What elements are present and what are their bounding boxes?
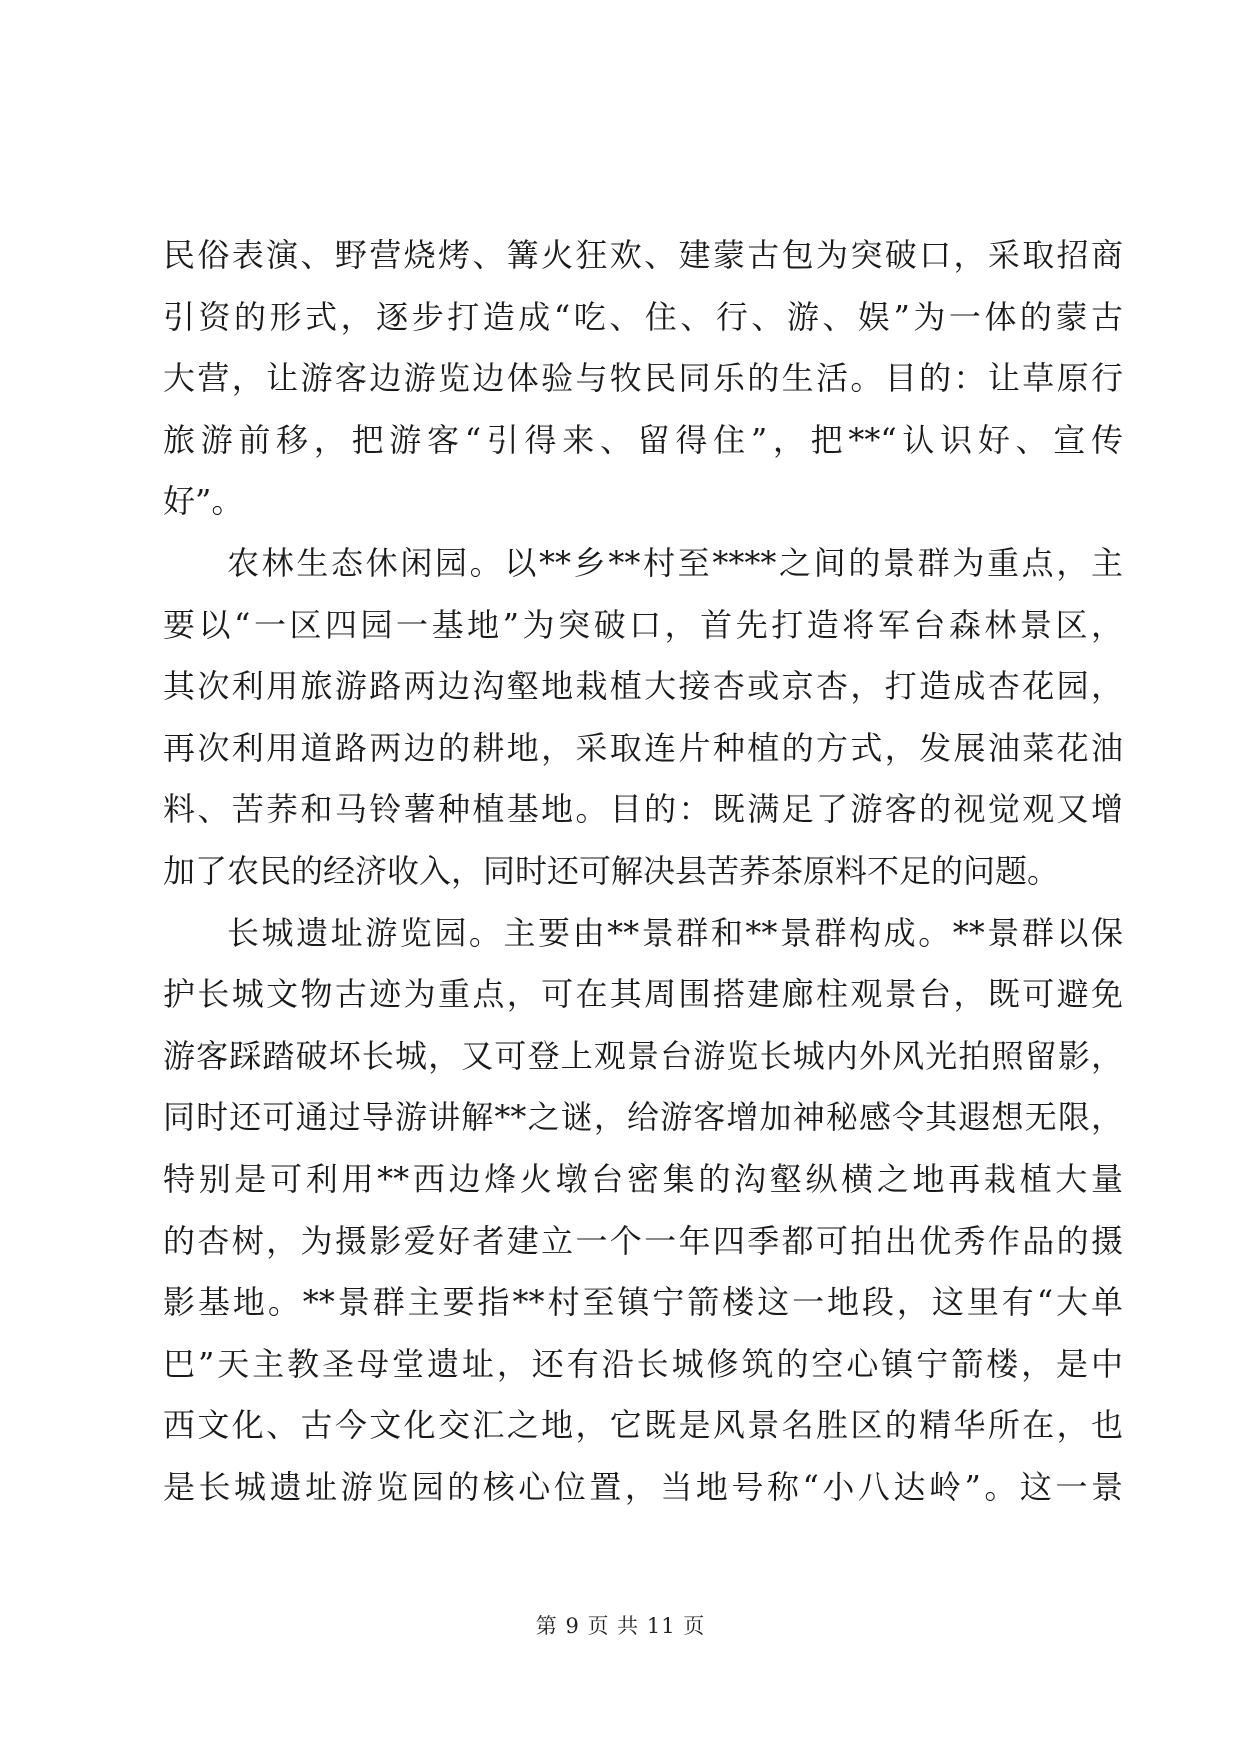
- paragraph-3-line-7: 影基地。**景群主要指**村至镇宁箭楼这一地段，这里有“大单: [163, 1283, 1123, 1322]
- paragraph-3-line-9: 西文化、古今文化交汇之地，它既是风景名胜区的精华所在，也: [163, 1406, 1123, 1445]
- paragraph-1-line-1: 民俗表演、野营烧烤、篝火狂欢、建蒙古包为突破口，采取招商: [163, 236, 1123, 274]
- paragraph-3-line-4: 同时还可通过导游讲解**之谜，给游客增加神秘感令其遐想无限，: [163, 1098, 1123, 1137]
- paragraph-1-line-5: 好”。: [163, 482, 244, 521]
- paragraph-3-line-10: 是长城遗址游览园的核心位置，当地号称“小八达岭”。这一景: [163, 1467, 1123, 1506]
- paragraph-3-line-5: 特别是可利用**西边烽火墩台密集的沟壑纵横之地再栽植大量: [163, 1159, 1123, 1198]
- paragraph-2-line-2: 要以“一区四园一基地”为突破口，首先打造将军台森林景区，: [163, 605, 1123, 644]
- paragraph-3-line-3: 游客踩踏破坏长城，又可登上观景台游览长城内外风光拍照留影，: [163, 1036, 1123, 1075]
- paragraph-2-line-6: 加了农民的经济收入，同时还可解决县苦荞茶原料不足的问题。: [163, 851, 1060, 890]
- document-body: [163, 225, 1123, 1518]
- paragraph-2-line-4: 再次利用道路两边的耕地，采取连片种植的方式，发展油菜花油: [163, 728, 1123, 767]
- paragraph-2-line-5: 料、苦荞和马铃薯种植基地。目的：既满足了游客的视觉观又增: [163, 790, 1123, 829]
- paragraph-1-line-3: 大营，让游客边游览边体验与牧民同乐的生活。目的：让草原行: [163, 359, 1123, 398]
- paragraph-2-line-3: 其次利用旅游路两边沟壑地栽植大接杏或京杏，打造成杏花园，: [163, 667, 1123, 706]
- paragraph-3-line-1: 长城遗址游览园。主要由**景群和**景群构成。**景群以保: [227, 913, 1123, 952]
- page-footer: 第 9 页 共 11 页: [535, 1614, 706, 1638]
- paragraph-2-line-1: 农林生态休闲园。以**乡**村至****之间的景群为重点，主: [227, 543, 1123, 582]
- paragraph-3-line-6: 的杏树，为摄影爱好者建立一个一年四季都可拍出优秀作品的摄: [163, 1221, 1123, 1260]
- paragraph-3-line-8: 巴”天主教圣母堂遗址，还有沿长城修筑的空心镇宁箭楼，是中: [163, 1344, 1123, 1383]
- paragraph-1-line-2: 引资的形式，逐步打造成“吃、住、行、游、娱”为一体的蒙古: [163, 297, 1123, 336]
- paragraph-1-line-4: 旅游前移，把游客“引得来、留得住”，把**“认识好、宣传: [163, 420, 1123, 459]
- paragraph-3-line-2: 护长城文物古迹为重点，可在其周围搭建廊柱观景台，既可避免: [163, 975, 1123, 1014]
